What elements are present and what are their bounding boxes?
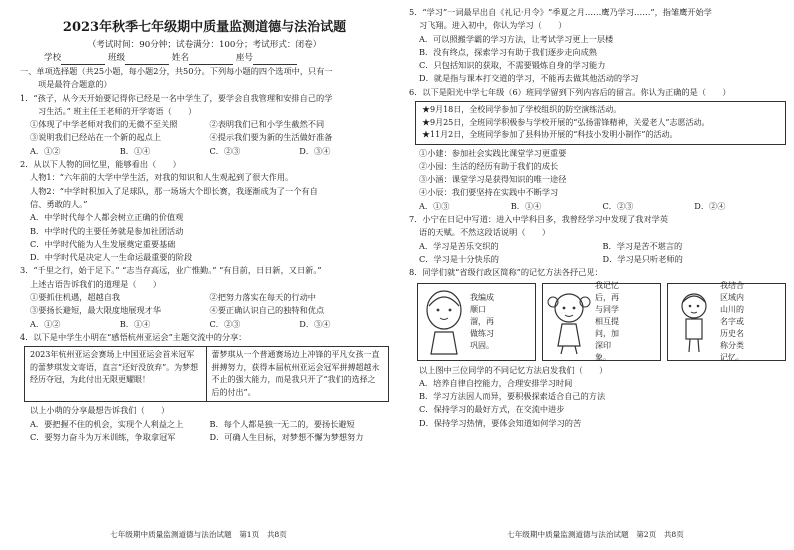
blank-line bbox=[61, 55, 105, 65]
q8-option-a: A．培养自律自控能力，合理安排学习时间 bbox=[419, 377, 573, 388]
exam-title: 2023年秋季七年级期中质量监测道德与法治试题 bbox=[62, 20, 347, 35]
q3-option-b: B．①④ bbox=[119, 318, 151, 329]
q6-material-line: ★9月25日，全班同学积极参与学校开展的“弘扬雷锋精神，关爱老人”志愿活动。 bbox=[422, 117, 710, 127]
q8-stem: 8．同学们就“省级行政区简称”的记忆方法各抒己见： bbox=[409, 267, 603, 278]
q8-panel-text: 我结合区域内山川的名字或历史名称分类记忆。 bbox=[720, 280, 744, 362]
q8-panel bbox=[667, 280, 786, 362]
q2-option-c: C．中学时代能为人生发展奠定重要基础 bbox=[30, 238, 176, 249]
q6-option-c: C．②③ bbox=[602, 200, 634, 211]
page-right bbox=[397, 0, 794, 550]
q2-line: 人物1：“六年前的大学中学生活，对我的知识和人生观起到了很大作用。 bbox=[30, 172, 294, 183]
q4-options bbox=[20, 418, 389, 445]
q1-statement: ①体现了中学老师对我们的无微不至关照 bbox=[30, 119, 178, 130]
q3-statement: ④要正确认识自己的独特和优点 bbox=[209, 305, 325, 316]
q5-option-a: A．可以照搬学霸的学习方法，让考试学习更上一层楼 bbox=[419, 33, 614, 44]
q6-option-b: B．①④ bbox=[510, 200, 542, 211]
field-school: 学校 bbox=[44, 53, 62, 63]
q4-material-left: 2023年杭州亚运会赛场上中国亚运会首米冠军的蕾梦琪发文寄语，直言“还好没放弃”。为梦想经历夺冠，为此付出无限更耀眼！ bbox=[25, 347, 207, 401]
q4-option-d: D．可确人生目标，对梦想不懈为梦想努力 bbox=[209, 431, 364, 442]
q7-option-b: B．学习是苦不堪言的 bbox=[602, 240, 683, 251]
q4-material-right: 蕾梦琪从一个普通赛场边上冲锋的平凡女孩一直拼搏努力，获得本届杭州亚运会冠军拼搏超越永不止的强大能力，而是我只开了“我们的选择之后的付出”。 bbox=[211, 350, 380, 397]
q1-statement: ④提示我们要为新的生活做好准备 bbox=[209, 132, 333, 143]
q1-option-c: C．②③ bbox=[209, 145, 241, 156]
blank-line bbox=[253, 55, 297, 65]
exam-info: （考试时间：90分钟；试卷满分：100分；考试形式：闭卷） bbox=[87, 40, 322, 50]
q1-stem: 1．“孩子，从今天开始要记得你已经是一名中学生了，要学会自我管理和安排自己的学 bbox=[20, 92, 333, 103]
q1-options bbox=[20, 145, 389, 158]
q2-stem: 2．从以下人物的回忆里，能够看出（ ） bbox=[20, 159, 181, 170]
q7-stem-cont: 语的天赋。不然这段话说明（ ） bbox=[419, 227, 551, 238]
q3-options bbox=[20, 318, 389, 331]
q2-option-a: A．中学时代每个人都会树立正确的价值观 bbox=[30, 212, 184, 223]
section-heading: 一、单项选择题（共25小题，每小题2分，共50分。下列每小题的四个选项中，只有一 bbox=[20, 66, 333, 76]
field-class: 班级 bbox=[107, 53, 126, 63]
q6-material-line: ★9月18日，全校同学参加了学校组织的防空演练活动。 bbox=[422, 105, 622, 115]
girl-pigtails-illustration bbox=[546, 288, 592, 356]
q1-statements bbox=[20, 118, 389, 145]
q6-options bbox=[409, 200, 786, 213]
q4-option-c: C．要努力奋斗为万米训练，争取拿冠军 bbox=[30, 431, 176, 442]
q7-option-d: D．学习是只听老师的 bbox=[602, 253, 683, 264]
q8-option-c: C．保持学习的最好方式，在交流中进步 bbox=[419, 404, 565, 415]
girl-illustration bbox=[421, 288, 467, 356]
q2-option-b: B．中学时代的主要任务就是参加社团活动 bbox=[30, 225, 184, 236]
field-seat: 座号 bbox=[235, 53, 254, 63]
q5-stem-cont: 习飞翔。进入初中，你认为学习（ ） bbox=[419, 20, 567, 31]
page-footer-left: 七年级期中质量监测道德与法治试题 第1页 共8页 bbox=[110, 530, 287, 539]
q5-option-b: B．没有终点，探索学习有助于我们逐步走向成熟 bbox=[419, 46, 597, 57]
q3-option-d: D．③④ bbox=[299, 318, 331, 329]
boy-illustration bbox=[671, 288, 717, 356]
q8-panel-text: 我记忆后，再与同学相互提问，加深印象。 bbox=[595, 280, 619, 362]
q3-option-a: A．①② bbox=[30, 318, 61, 329]
student-fields bbox=[20, 52, 389, 65]
q8-option-d: D．保持学习热情，要体会知道如何学习的苦 bbox=[419, 417, 582, 428]
q8-panel bbox=[542, 280, 661, 362]
q8-panel-text: 我编成顺口溜，再做练习巩固。 bbox=[470, 292, 494, 350]
q3-stem-cont: 上述古语告诉我们的道理是（ ） bbox=[30, 278, 162, 289]
q5-option-d: D．就是指与课本打交道的学习，不能再去做其他活动的学习 bbox=[419, 73, 639, 84]
q1-option-b: B．①④ bbox=[119, 145, 151, 156]
q2-option-d: D．中学时代是决定人一生命运最重要的阶段 bbox=[30, 252, 193, 263]
q4-option-a: A．要把握不住的机会，实现个人利益之上 bbox=[30, 418, 184, 429]
field-name: 姓名 bbox=[171, 53, 190, 63]
q6-statement: ③小涵：课堂学习是获得知识的唯一途径 bbox=[419, 174, 567, 185]
q3-stem: 3．“千里之行，始于足下。” “志当存高远，业广惟勤。” “有目前，日日新，又日新。” bbox=[20, 265, 322, 276]
q5-stem: 5．“学习”一词最早出自《礼记·月令》“季夏之月……鹰乃学习……”，指雏鹰开始学 bbox=[409, 7, 712, 17]
q3-statements bbox=[20, 291, 389, 318]
q6-material-line: ★11月2日，全班同学参加了县科协开展的“科技小发明小制作”的活动。 bbox=[422, 130, 678, 140]
q4-question: 以上小萌的分享最想告诉我们（ ） bbox=[30, 405, 170, 416]
page-footer-right: 七年级期中质量监测道德与法治试题 第2页 共8页 bbox=[507, 530, 684, 539]
q7-option-a: A．学习是苦乐交织的 bbox=[419, 240, 499, 251]
q6-statement: ④小辰：我们要坚持在实践中不断学习 bbox=[419, 187, 559, 198]
q5-option-c: C．只包括知识的获取，不需要锻炼自身的学习能力 bbox=[419, 60, 606, 71]
q7-options bbox=[409, 240, 786, 267]
blank-line bbox=[189, 55, 233, 65]
q3-statement: ②把努力落实在每天的行动中 bbox=[209, 292, 316, 303]
q6-stem: 6．以下是阳光中学七年级（6）班同学留到下列内容后的留言。你认为正确的是（ ） bbox=[409, 86, 731, 97]
q4-option-b: B．每个人都是独一无二的，要扬长避短 bbox=[209, 418, 355, 429]
q7-stem: 7．小宁在日记中写道：进入中学科目多，我曾经学习中发现了我对学英 bbox=[409, 214, 669, 225]
q1-statement: ③说明我们已经站在一个新的起点上 bbox=[30, 132, 162, 143]
q3-statement: ③要扬长避短，最大限度地展现才华 bbox=[30, 305, 162, 316]
blank-line bbox=[125, 55, 169, 65]
q6-statement: ①小建：参加社会实践比课堂学习更重要 bbox=[419, 147, 567, 158]
q6-option-d: D．②④ bbox=[694, 200, 726, 211]
q3-option-c: C．②③ bbox=[209, 318, 241, 329]
q6-material-box bbox=[415, 101, 786, 145]
q4-stem: 4．以下是中学生小明在“感悟杭州亚运会”主题交流中的分享： bbox=[20, 331, 247, 342]
q8-option-b: B．学习方法因人而异，要积极探索适合自己的方法 bbox=[419, 391, 606, 402]
q1-stem-cont: 习生活。” 班主任王老师的开学寄语（ ） bbox=[38, 105, 197, 116]
q6-option-a: A．①③ bbox=[419, 200, 450, 211]
q2-line: 信、勇敢的人。” bbox=[30, 198, 88, 209]
q1-option-d: D．③④ bbox=[299, 145, 331, 156]
q4-material-box bbox=[24, 346, 389, 402]
q3-statement: ①要抓住机遇，超越自我 bbox=[30, 292, 121, 303]
q2-line: 人物2：“中学时积加入了足球队，那一场场大个即长赛，我逐渐成为了一个有自 bbox=[30, 185, 318, 196]
section-heading-cont: 项是最符合题意的） bbox=[38, 79, 112, 90]
q6-statement: ②小园：生活的经历有助于我们的成长 bbox=[419, 160, 559, 171]
q8-panel bbox=[417, 283, 536, 361]
q7-option-c: C．学习是十分快乐的 bbox=[419, 253, 499, 264]
q8-question: 以上图中三位同学的不同记忆方法启发我们（ ） bbox=[419, 364, 608, 375]
q1-statement: ②表明我们已和小学生截然不同 bbox=[209, 119, 325, 130]
q8-cartoon-panels bbox=[417, 280, 786, 362]
q1-option-a: A．①② bbox=[30, 145, 61, 156]
